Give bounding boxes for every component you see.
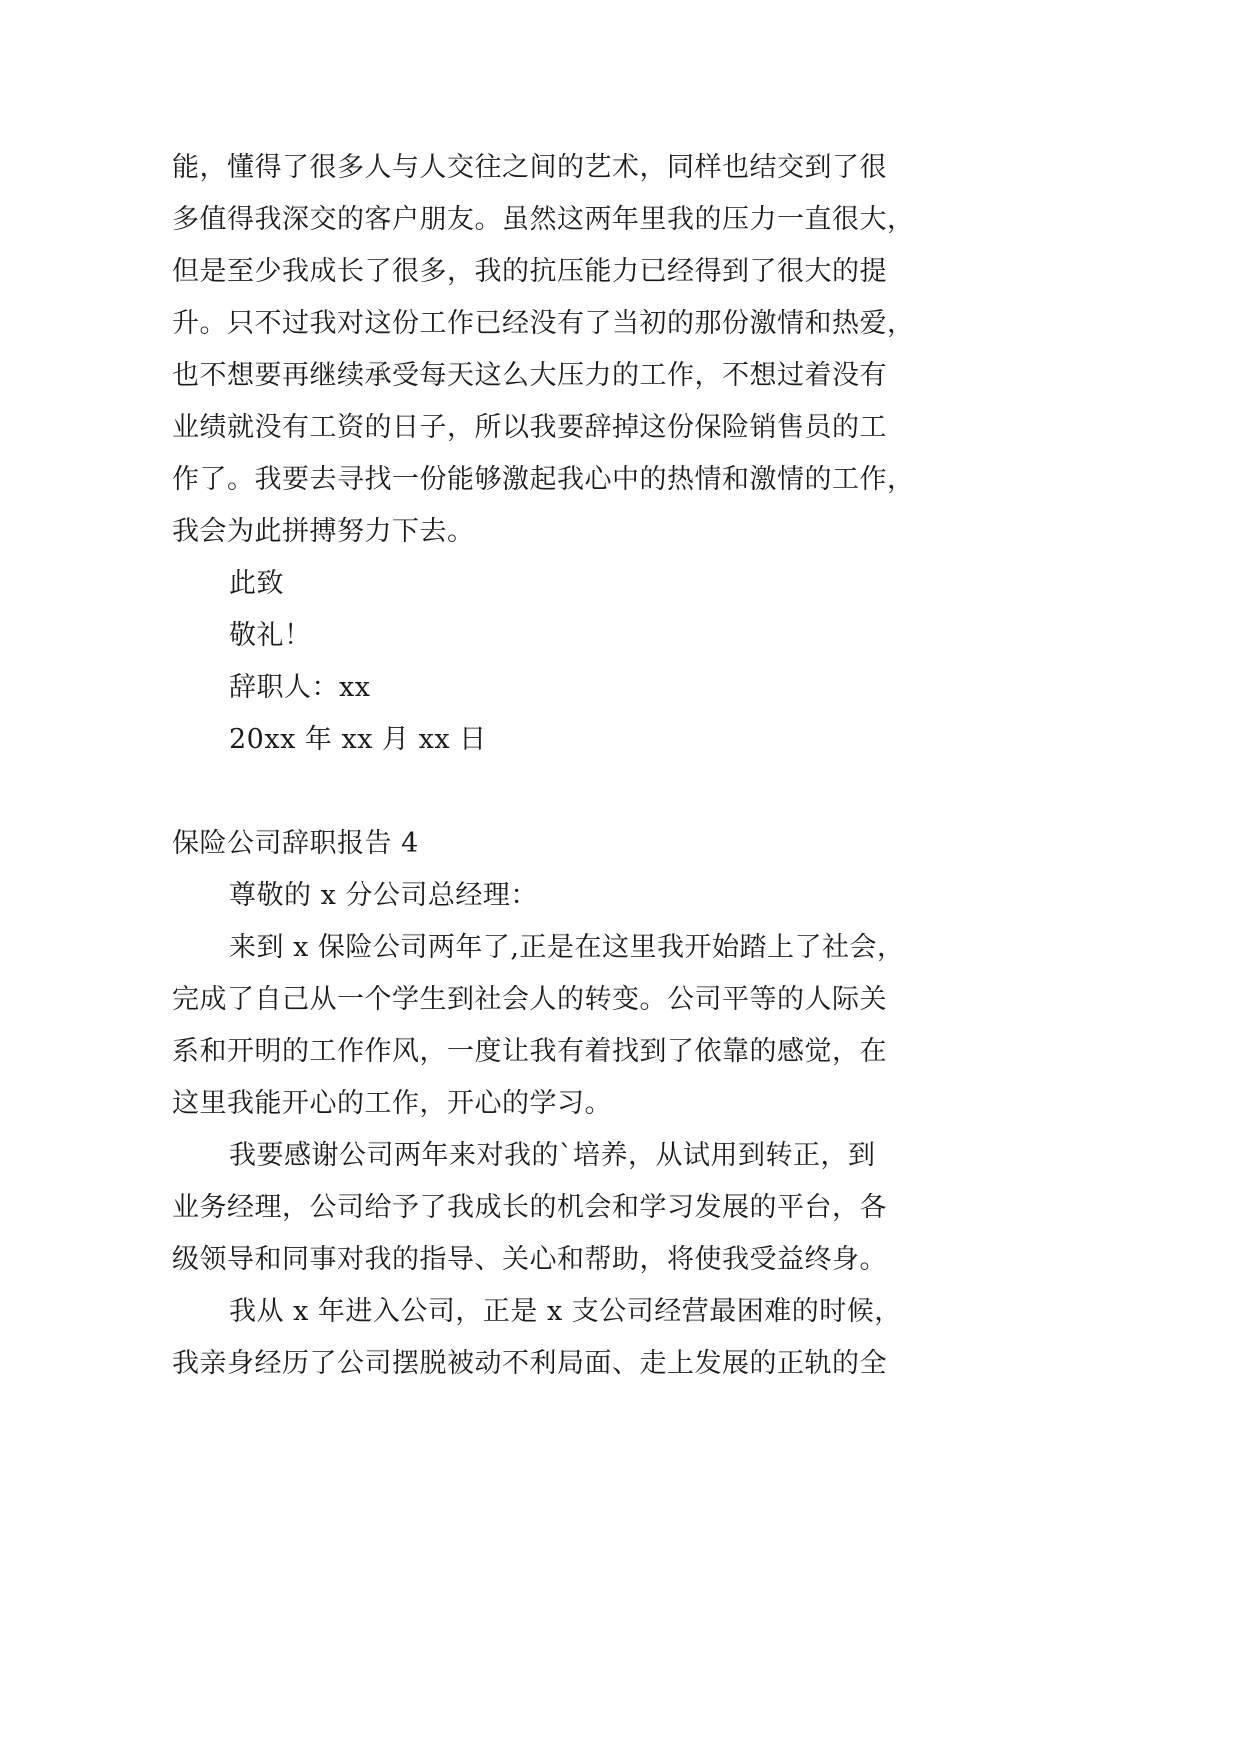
text-line: 我亲身经历了公司摆脱被动不利局面、走上发展的正轨的全 <box>172 1348 887 1379</box>
text-line: 升。只不过我对这份工作已经没有了当初的那份激情和热爱， <box>172 308 915 339</box>
greeting: 尊敬的 x 分公司总经理： <box>229 880 538 911</box>
signer: 辞职人：xx <box>229 672 371 703</box>
text-line: 级领导和同事对我的指导、关心和帮助，将使我受益终身。 <box>172 1244 887 1275</box>
date: 20xx 年 xx 月 xx 日 <box>229 724 487 755</box>
section-title: 保险公司辞职报告 4 <box>172 828 419 859</box>
regards: 敬礼！ <box>229 620 312 651</box>
text-line: 业绩就没有工资的日子，所以我要辞掉这份保险销售员的工 <box>172 412 887 443</box>
text-line: 多值得我深交的客户朋友。虽然这两年里我的压力一直很大， <box>172 204 915 235</box>
text-line: 我要感谢公司两年来对我的`培养，从试用到转正，到 <box>229 1140 876 1171</box>
salutation: 此致 <box>229 568 284 599</box>
text-line: 系和开明的工作作风，一度让我有着找到了依靠的感觉，在 <box>172 1036 887 1067</box>
text-line: 我会为此拼搏努力下去。 <box>172 516 475 547</box>
text-line: 作了。我要去寻找一份能够激起我心中的热情和激情的工作， <box>172 464 915 495</box>
text-line: 完成了自己从一个学生到社会人的转变。公司平等的人际关 <box>172 984 887 1015</box>
text-line: 这里我能开心的工作，开心的学习。 <box>172 1088 612 1119</box>
text-line: 也不想要再继续承受每天这么大压力的工作，不想过着没有 <box>172 360 887 391</box>
text-line: 我从 x 年进入公司，正是 x 支公司经营最困难的时候， <box>229 1296 902 1327</box>
text-line: 业务经理，公司给予了我成长的机会和学习发展的平台，各 <box>172 1192 887 1223</box>
text-line: 能，懂得了很多人与人交往之间的艺术，同样也结交到了很 <box>172 152 887 183</box>
text-line: 来到 x 保险公司两年了,正是在这里我开始踏上了社会， <box>229 932 905 963</box>
text-line: 但是至少我成长了很多，我的抗压能力已经得到了很大的提 <box>172 256 887 287</box>
